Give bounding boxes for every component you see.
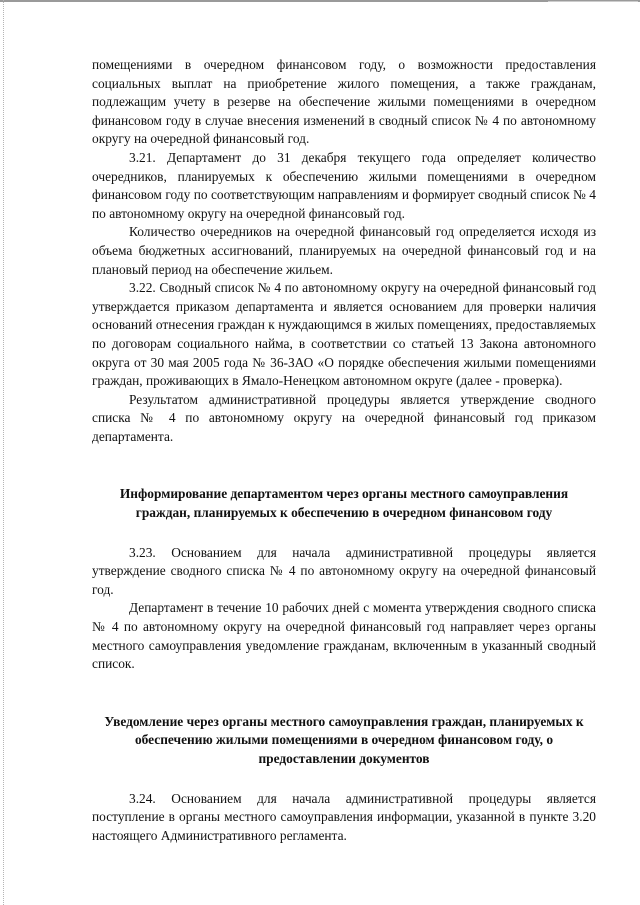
section-notification-body <box>92 790 596 846</box>
section-heading-notification: Уведомление через органы местного самоуправления граждан, планируемых к обеспечению жилыми помещениями в очередном финансовом году, о предоставлении документов <box>104 713 584 766</box>
paragraph-result: Результатом административной процедуры является утверждение сводного списка № 4 по автономному округу на очередной финансовый год приказом департамента. <box>92 391 596 444</box>
document-body <box>92 56 596 845</box>
paragraph-quantity: Количество очередников на очередной финансовый год определяется исходя из объема бюджетных ассигнований, планируемых на очередной финансовый год и на плановый период на обеспечение жильем. <box>92 224 596 277</box>
paragraph-department-notice: Департамент в течение 10 рабочих дней с момента утверждения сводного списка № 4 по автономному округу на очередной финансовый год направляет через органы местного самоуправления уведомление гражданам, включенным в указанный сводный список. <box>92 600 596 672</box>
scan-top-mark <box>548 1 638 6</box>
paragraph-3-22: 3.22. Сводный список № 4 по автономному округу на очередной финансовый год утверждается приказом департамента и является основанием для проверки наличия оснований отнесения граждан к нуждающимся в жилых помещениях, предоставляемых по договорам социального найма, в соответствии со статьей 13 Закона автономного округа от 30 мая 2005 года № 36-ЗАО «О порядке обеспечения жилыми помещениями граждан, проживающих в Ямало-Ненецком автономном округе (далее - проверка). <box>92 280 596 389</box>
section-heading-informing: Информирование департаментом через органы местного самоуправления граждан, планируемых к обеспечению в очередном финансовом году <box>119 486 569 521</box>
paragraph-3-23: 3.23. Основанием для начала административной процедуры является утверждение сводного списка № 4 по автономному округу на очередной финансовый год. <box>92 544 596 597</box>
paragraph-3-24: 3.24. Основанием для начала административной процедуры является поступление в органы местного самоуправления информации, указанной в пункте 3.20 настоящего Административного регламента. <box>92 790 596 843</box>
paragraph-3-21: 3.21. Департамент до 31 декабря текущего года определяет количество очередников, планируемых к обеспечению жилыми помещениями в очередном финансовом году по соответствующим направлениям и формирует сводный список № 4 по автономному округу на очередной финансовый год. <box>92 149 596 221</box>
paragraph-continuation: помещениями в очередном финансовом году, о возможности предоставления социальных выплат на приобретение жилого помещения, а также гражданам, подлежащим учету в резерве на обеспечение жилыми помещениями в очередном финансовом году в случае внесения изменений в сводный список № 4 по автономному округу на очередной финансовый год. <box>92 57 596 147</box>
section-informing-body <box>92 544 596 674</box>
scan-top-border <box>0 0 640 2</box>
scan-left-edge <box>3 0 5 905</box>
